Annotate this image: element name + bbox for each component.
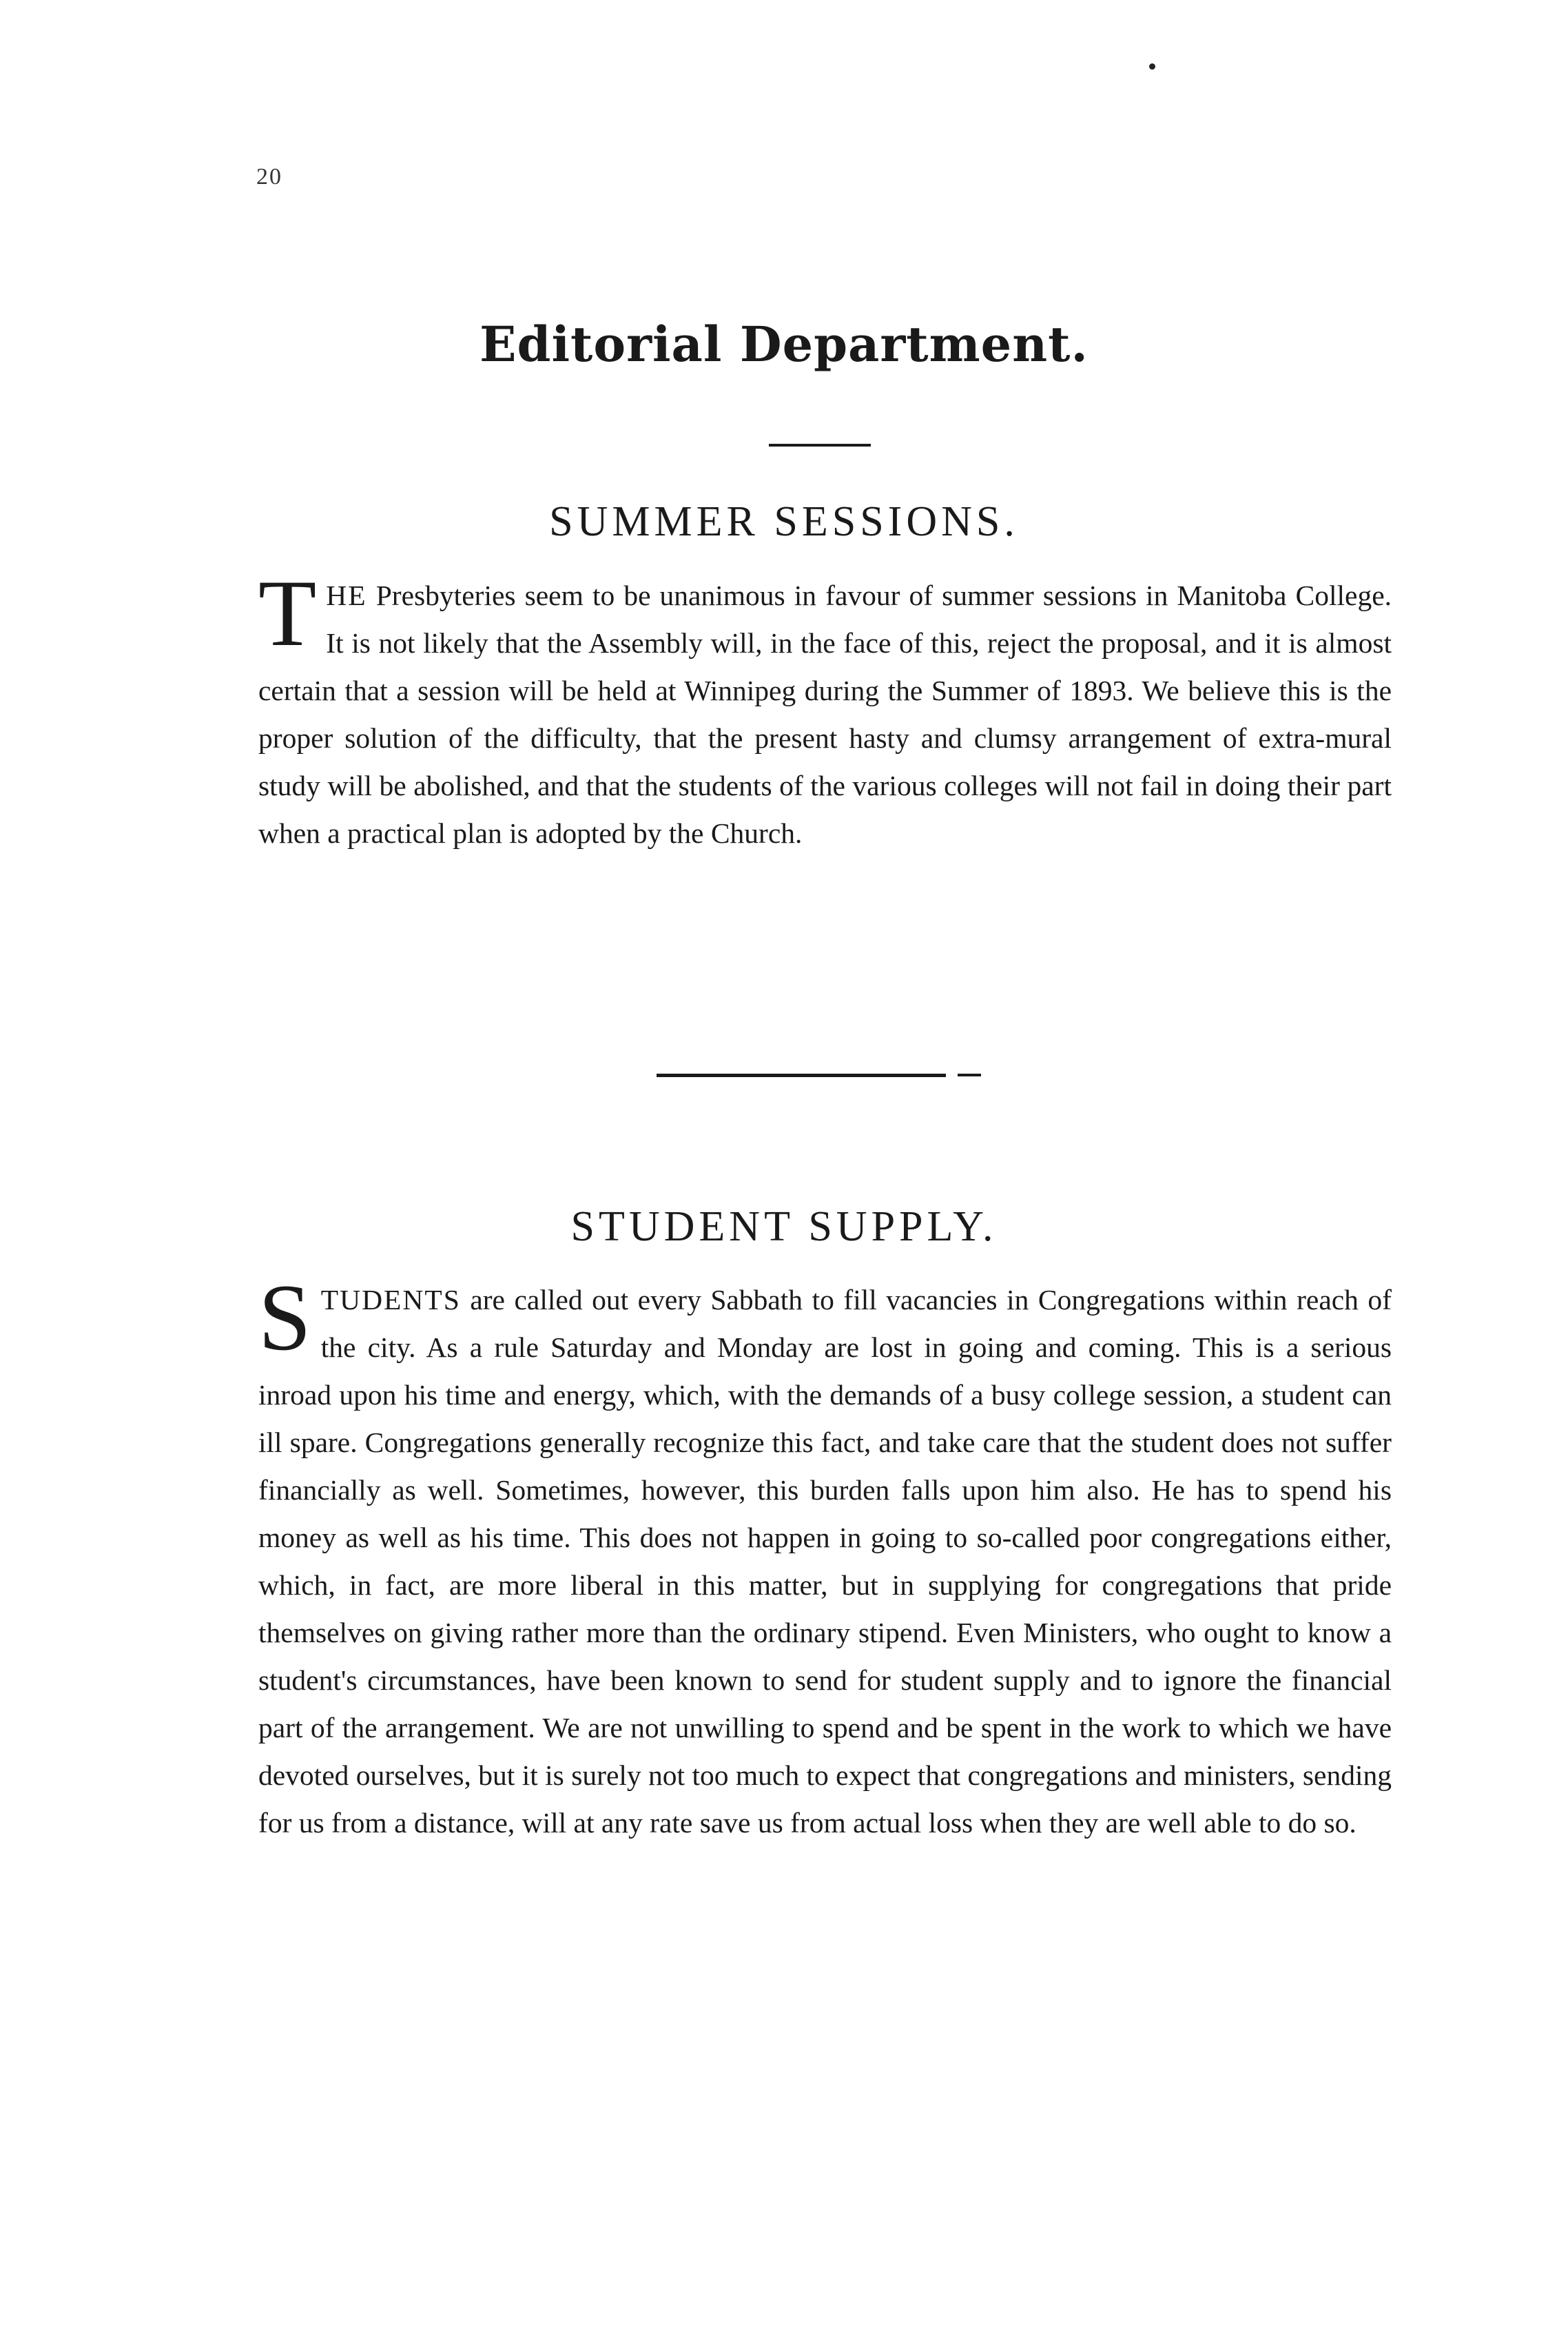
summer-sessions-paragraph — [258, 560, 1392, 857]
page-title: Editorial Department. — [479, 316, 1089, 373]
student-supply-paragraph — [258, 1265, 1392, 1847]
lead-word: HE — [326, 580, 367, 611]
page-number: 20 — [256, 164, 282, 190]
title-divider — [769, 444, 871, 447]
section-divider — [657, 1074, 946, 1077]
paragraph-body: Presbyteries seem to be unanimous in favour of summer sessions in Manitoba College. It is not likely that the Assembly will, in the face of this, reject the proposal, and it is almost certain that a session will be held at Winnipeg during the Summer of 1893. We believe this is the proper solution of the difficulty, that the present hasty and clumsy arrangement of extra-mural study will be abolished, and that the students of the various colleges will not fail in doing their part when a practical plan is adopted by the Church. — [258, 580, 1392, 849]
section-heading-student-supply: STUDENT SUPPLY. — [570, 1203, 998, 1250]
stray-ink-dot — [1149, 63, 1155, 70]
paragraph-body: are called out every Sabbath to fill vacancies in Congregations within reach of the city. As a rule Saturday and Monday are lost in going and coming. This is a serious inroad upon his time and energy, which, with the demands of a busy college session, a student can ill spare. Congregations generally recognize this fact, and take care that the student does not suffer financially as well. Sometimes, however, this burden falls upon him also. He has to spend his money as well as his time. This does not happen in going to so-called poor congregations either, which, in fact, are more liberal in this matter, but in supplying for congregations that pride themselves on giving rather more than the ordinary stipend. Even Ministers, who ought to know a student's circumstances, have been known to send for student supply and to ignore the financial part of the arrangement. We are not unwilling to spend and be spent in the work to which we have devoted ourselves, but it is surely not too much to expect that congregations and ministers, sending for us from a distance, will at any rate save us from actual loss when they are well able to do so. — [258, 1284, 1392, 1839]
section-heading-summer-sessions: SUMMER SESSIONS. — [549, 498, 1019, 545]
section-divider-dash — [958, 1074, 981, 1076]
dropcap-letter: S — [258, 1265, 311, 1370]
lead-word: TUDENTS — [320, 1284, 461, 1316]
dropcap-letter: T — [258, 560, 317, 666]
